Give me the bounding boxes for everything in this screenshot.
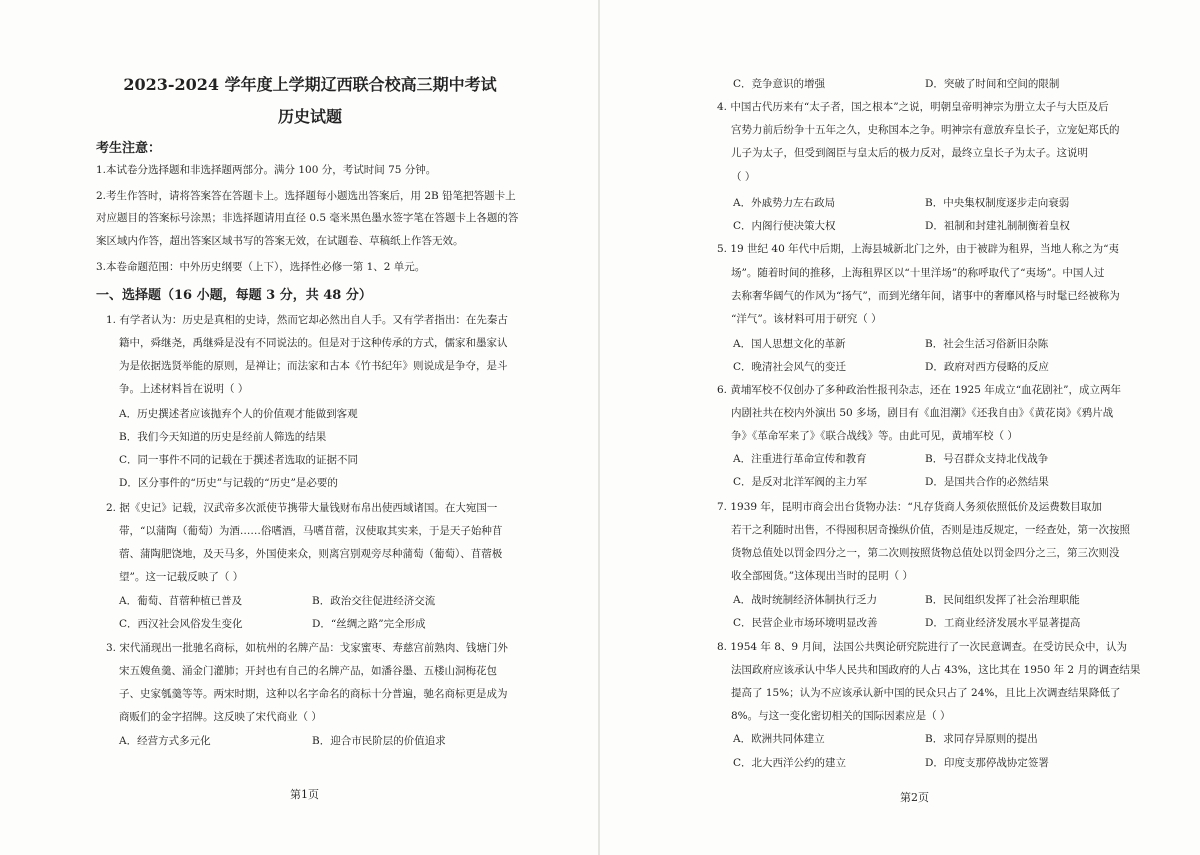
question-text: “洋气”。该材料可用于研究（ ）: [731, 313, 882, 325]
question-3-text: 宋五嫂鱼羹、涌金门灌肺；开封也有自己的名牌产品，如潘谷墨、五楼山洞梅花包: [119, 665, 497, 677]
question-text: 若干之利随时出售，不得囤积居奇操纵价值，否则是违反规定，一经查处，第一次按照: [731, 524, 1130, 536]
question-option: B．民间组织发挥了社会治理职能: [925, 594, 1080, 606]
question-option: C．晚清社会风气的变迁: [733, 361, 847, 373]
notice-line: 3.本卷命题范围：中外历史纲要（上下），选择性必修一第 1、2 单元。: [96, 261, 426, 273]
question-option: A．外戚势力左右政局: [733, 197, 836, 209]
question-1-text: 1. 有学者认为：历史是真相的史诗，然而它却必然出自人手。又有学者指出：在先秦古: [106, 314, 508, 326]
section-heading: 一、选择题（16 小题，每题 3 分，共 48 分）: [96, 288, 372, 303]
question-text: 4. 中国古代历来有“太子者，国之根本”之说，明朝皇帝明神宗为册立太子与大臣及后: [717, 101, 1109, 113]
question-3-text: 子、史家瓠羹等等。两宋时期，这种以名字命名的商标十分普遍，驰名商标更是成为: [119, 688, 508, 700]
question-text: 儿子为太子，但受到阁臣与皇太后的极力反对，最终立皇长子为太子。这说明: [731, 147, 1088, 159]
question-option: A．国人思想文化的革新: [733, 338, 846, 350]
question-2-text: 望”。这一记载反映了（ ）: [119, 571, 244, 583]
question-text: （ ）: [731, 171, 756, 183]
question-text: 法国政府应该承认中华人民共和国政府的人占 43%，这比其在 1950 年 2 月的调查结果: [731, 664, 1141, 676]
question-1-option: A．历史撰述者应该抛弃个人的价值观才能做到客观: [119, 408, 358, 420]
question-text: 去称奢华阔气的作风为“扬气”，而到光绪年间，诸事中的奢靡风格与时髦已经被称为: [731, 290, 1120, 302]
question-option: D．突破了时间和空间的限制: [925, 78, 1060, 90]
question-option: D．是国共合作的必然结果: [925, 476, 1049, 488]
question-text: 争》《革命军来了》《联合战线》等。由此可见，黄埔军校（ ）: [731, 430, 1018, 442]
page-number: 第2页: [900, 791, 929, 804]
question-2-text: 带，“以蒲陶（葡萄）为酒……俗嗜酒，马嗜苜蓿，汉使取其实来，于是天子始种苜: [119, 525, 503, 537]
question-option: D．工商业经济发展水平显著提高: [925, 617, 1081, 629]
question-2-text: 蓿、蒲陶肥饶地，及天马多，外国使来众，则离宫别观旁尽种蒲萄（葡萄）、苜蓿极: [119, 548, 503, 560]
question-option: B．中央集权制度逐步走向衰弱: [925, 197, 1070, 209]
question-text: 提高了 15%；认为不应该承认新中国的民众只占了 24%，且比上次调查结果降低了: [731, 687, 1121, 699]
question-2-text: 2. 据《史记》记载，汉武帝多次派使节携带大量钱财布帛出使西域诸国。在大宛国一: [106, 502, 498, 514]
question-1-text: 籍中，舜继尧，禹继舜是没有不同说法的。但是对于这种传承的方式，儒家和墨家认: [119, 337, 508, 349]
notice-line: 2.考生作答时，请将答案答在答题卡上。选择题每小题选出答案后，用 2B 铅笔把答题卡上: [96, 190, 516, 202]
question-option: B．社会生活习俗新旧杂陈: [925, 338, 1049, 350]
question-text: 5. 19 世纪 40 年代中后期，上海县城新北门之外，由于被辟为租界，当地人称之为“夷: [717, 243, 1119, 255]
notice-heading: 考生注意：: [96, 141, 162, 156]
question-text: 8. 1954 年 8、9 月间，法国公共舆论研究院进行了一次民意调查。在受访民众中，认为: [717, 641, 1127, 653]
question-text: 6. 黄埔军校不仅创办了多种政治性报刊杂志，还在 1925 年成立“血花剧社”，成立两年: [717, 384, 1121, 396]
question-text: 收全部囤货。”这体现出当时的昆明（ ）: [731, 570, 913, 582]
question-option: C．北大西洋公约的建立: [733, 757, 847, 769]
question-option: A．注重进行革命宣传和教育: [733, 453, 867, 465]
exam-subtitle: 历史试题: [277, 107, 342, 126]
question-option: A．战时统制经济体制执行乏力: [733, 594, 878, 606]
question-1-option: C．同一事件不同的记载在于撰述者选取的证据不同: [119, 454, 359, 466]
notice-line: 案区域内作答，超出答案区域书写的答案无效，在试题卷、草稿纸上作答无效。: [96, 235, 464, 247]
exam-title: 2023-2024 学年度上学期辽西联合校高三期中考试: [123, 75, 497, 94]
question-option: B．号召群众支持北伐战争: [925, 453, 1049, 465]
notice-line: 1.本试卷分选择题和非选择题两部分。满分 100 分，考试时间 75 分钟。: [96, 164, 437, 176]
page-2: [600, 0, 1200, 855]
question-3-option: B．迎合市民阶层的价值追求: [312, 735, 446, 747]
question-option: C．民营企业市场环境明显改善: [733, 617, 878, 629]
question-text: 内剧社共在校内外演出 50 多场，剧目有《血泪潮》《还我自由》《黄花岗》《鸦片战: [731, 407, 1114, 419]
question-option: B．求同存异原则的提出: [925, 733, 1038, 745]
question-1-option: D．区分事件的“历史”与记载的“历史”是必要的: [119, 477, 338, 489]
question-option: C．内阁行使决策大权: [733, 220, 836, 232]
question-1-option: B．我们今天知道的历史是经前人筛选的结果: [119, 431, 327, 443]
question-text: 宫势力前后纷争十五年之久，史称国本之争。明神宗有意放弃皇长子，立宠妃郑氏的: [731, 124, 1120, 136]
question-option: C．是反对北洋军阀的主力军: [733, 476, 868, 488]
question-text: 货物总值处以罚金四分之一，第二次则按照货物总值处以罚金四分之三，第三次则没: [731, 547, 1120, 559]
question-3-option: A．经营方式多元化: [119, 735, 211, 747]
question-text: 场”。随着时间的推移，上海租界区以“十里洋场”的称呼取代了“夷场”。中国人过: [731, 267, 1105, 279]
question-option: D．印度支那停战协定签署: [925, 757, 1049, 769]
question-3-text: 3. 宋代涌现出一批驰名商标，如杭州的名牌产品：戈家蜜枣、寿慈宫前熟肉、钱塘门外: [106, 642, 508, 654]
question-2-option: A．葡萄、苜蓿种植已普及: [119, 595, 243, 607]
question-option: D．祖制和封建礼制制衡着皇权: [925, 220, 1070, 232]
question-option: D．政府对西方侵略的反应: [925, 361, 1049, 373]
question-option: C．竞争意识的增强: [733, 78, 826, 90]
question-text: 8%。与这一变化密切相关的国际因素应是（ ）: [731, 710, 951, 722]
question-text: 7. 1939 年，昆明市商会出台货物办法：“凡存货商人务须依照低价及运费数目取加: [717, 501, 1102, 513]
question-3-text: 商贩们的金字招牌。这反映了宋代商业（ ）: [119, 711, 322, 723]
question-2-option: C．西汉社会风俗发生变化: [119, 618, 243, 630]
question-1-text: 争。上述材料旨在说明（ ）: [119, 383, 249, 395]
question-option: A．欧洲共同体建立: [733, 733, 825, 745]
question-2-option: B．政治交往促进经济交流: [312, 595, 436, 607]
question-1-text: 为是依据选贤举能的原则，是禅让；而法家和古本《竹书纪年》则说成是争夺，是斗: [119, 360, 508, 372]
page-number: 第1页: [290, 788, 319, 801]
notice-line: 对应题目的答案标号涂黑；非选择题请用直径 0.5 毫米黑色墨水签字笔在答题卡上各题的答: [96, 212, 519, 224]
question-2-option: D．“丝绸之路”完全形成: [312, 618, 426, 630]
